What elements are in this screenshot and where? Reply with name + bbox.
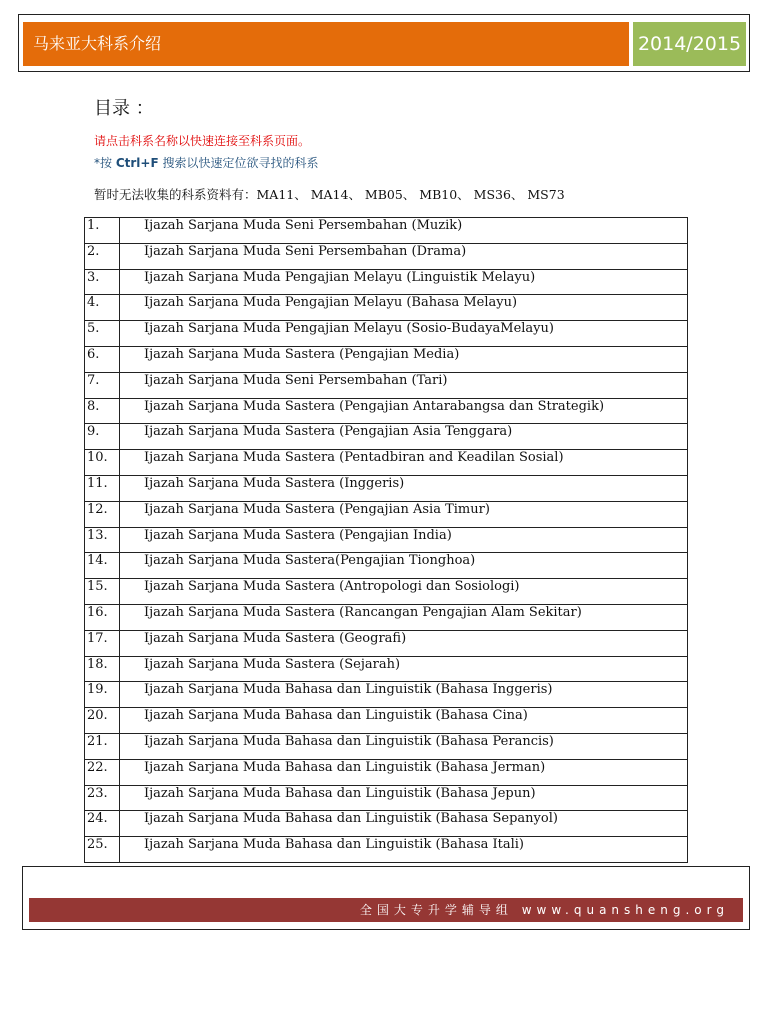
course-row (85, 682, 688, 708)
course-row (85, 579, 688, 605)
course-link[interactable]: Ijazah Sarjana Muda Bahasa dan Linguistik (Bahasa Inggeris) (120, 682, 688, 708)
course-link[interactable]: Ijazah Sarjana Muda Sastera (Inggeris) (120, 475, 688, 501)
click-hint: 请点击科系名称以快速连接至科系页面。 (94, 134, 311, 148)
course-row (85, 450, 688, 476)
course-row (85, 733, 688, 759)
course-row (85, 708, 688, 734)
course-number: 21. (85, 733, 120, 759)
course-number: 12. (85, 501, 120, 527)
course-link[interactable]: Ijazah Sarjana Muda Seni Persembahan (Muzik) (120, 218, 688, 244)
course-number: 17. (85, 630, 120, 656)
course-row (85, 604, 688, 630)
course-row (85, 759, 688, 785)
footer-text: 全国大专升学辅导组 www.quansheng.org (29, 898, 743, 922)
course-link[interactable]: Ijazah Sarjana Muda Sastera (Pengajian Antarabangsa dan Strategik) (120, 398, 688, 424)
course-link[interactable]: Ijazah Sarjana Muda Pengajian Melayu (Bahasa Melayu) (120, 295, 688, 321)
course-number: 10. (85, 450, 120, 476)
course-link[interactable]: Ijazah Sarjana Muda Sastera (Pengajian India) (120, 527, 688, 553)
course-row (85, 630, 688, 656)
toc-title: 目录 ： (94, 98, 154, 119)
course-link[interactable]: Ijazah Sarjana Muda Seni Persembahan (Tari) (120, 372, 688, 398)
header-title: 马来亚大科系介绍 (23, 22, 629, 66)
course-number: 16. (85, 604, 120, 630)
course-row (85, 346, 688, 372)
search-hint (94, 154, 318, 171)
course-number: 13. (85, 527, 120, 553)
course-link[interactable]: Ijazah Sarjana Muda Sastera (Pengajian Asia Timur) (120, 501, 688, 527)
course-row (85, 218, 688, 244)
course-number: 24. (85, 811, 120, 837)
search-shortcut: Ctrl+F (115, 156, 159, 170)
course-number: 15. (85, 579, 120, 605)
course-number: 23. (85, 785, 120, 811)
course-number: 20. (85, 708, 120, 734)
course-number: 19. (85, 682, 120, 708)
course-number: 18. (85, 656, 120, 682)
course-link[interactable]: Ijazah Sarjana Muda Sastera (Pengajian Media) (120, 346, 688, 372)
course-number: 14. (85, 553, 120, 579)
course-number: 4. (85, 295, 120, 321)
course-number: 25. (85, 837, 120, 863)
course-link[interactable]: Ijazah Sarjana Muda Sastera(Pengajian Tionghoa) (120, 553, 688, 579)
course-link[interactable]: Ijazah Sarjana Muda Bahasa dan Linguistik (Bahasa Jerman) (120, 759, 688, 785)
course-link[interactable]: Ijazah Sarjana Muda Bahasa dan Linguistik (Bahasa Jepun) (120, 785, 688, 811)
missing-courses-note: 暂时无法收集的科系资料有：MA11、 MA14、 MB05、 MB10、 MS36、 MS73 (94, 187, 565, 202)
course-row (85, 527, 688, 553)
course-number: 11. (85, 475, 120, 501)
course-number: 22. (85, 759, 120, 785)
course-row (85, 321, 688, 347)
header-year: 2014/2015 (633, 22, 746, 66)
course-row (85, 656, 688, 682)
course-row (85, 372, 688, 398)
course-link[interactable]: Ijazah Sarjana Muda Sastera (Pengajian Asia Tenggara) (120, 424, 688, 450)
course-number: 5. (85, 321, 120, 347)
course-number: 2. (85, 243, 120, 269)
course-row (85, 295, 688, 321)
course-row (85, 243, 688, 269)
course-row (85, 785, 688, 811)
course-number: 8. (85, 398, 120, 424)
course-row (85, 837, 688, 863)
course-link[interactable]: Ijazah Sarjana Muda Sastera (Sejarah) (120, 656, 688, 682)
course-number: 6. (85, 346, 120, 372)
course-number: 3. (85, 269, 120, 295)
page-header (18, 14, 750, 72)
search-hint-prefix: *按 (94, 156, 116, 170)
course-link[interactable]: Ijazah Sarjana Muda Pengajian Melayu (Linguistik Melayu) (120, 269, 688, 295)
course-number: 9. (85, 424, 120, 450)
course-row (85, 424, 688, 450)
course-row (85, 475, 688, 501)
course-link[interactable]: Ijazah Sarjana Muda Sastera (Geografi) (120, 630, 688, 656)
course-row (85, 553, 688, 579)
course-table (84, 217, 688, 863)
course-link[interactable]: Ijazah Sarjana Muda Bahasa dan Linguistik (Bahasa Itali) (120, 837, 688, 863)
course-link[interactable]: Ijazah Sarjana Muda Sastera (Antropologi dan Sosiologi) (120, 579, 688, 605)
course-link[interactable]: Ijazah Sarjana Muda Sastera (Pentadbiran and Keadilan Sosial) (120, 450, 688, 476)
course-number: 7. (85, 372, 120, 398)
search-hint-suffix: 搜索以快速定位欲寻找的科系 (158, 156, 319, 170)
course-link[interactable]: Ijazah Sarjana Muda Sastera (Rancangan Pengajian Alam Sekitar) (120, 604, 688, 630)
course-row (85, 811, 688, 837)
course-row (85, 501, 688, 527)
course-link[interactable]: Ijazah Sarjana Muda Pengajian Melayu (Sosio-BudayaMelayu) (120, 321, 688, 347)
course-row (85, 398, 688, 424)
course-link[interactable]: Ijazah Sarjana Muda Seni Persembahan (Drama) (120, 243, 688, 269)
course-link[interactable]: Ijazah Sarjana Muda Bahasa dan Linguistik (Bahasa Perancis) (120, 733, 688, 759)
page-footer (22, 866, 750, 930)
course-link[interactable]: Ijazah Sarjana Muda Bahasa dan Linguistik (Bahasa Cina) (120, 708, 688, 734)
course-link[interactable]: Ijazah Sarjana Muda Bahasa dan Linguistik (Bahasa Sepanyol) (120, 811, 688, 837)
course-row (85, 269, 688, 295)
course-number: 1. (85, 218, 120, 244)
